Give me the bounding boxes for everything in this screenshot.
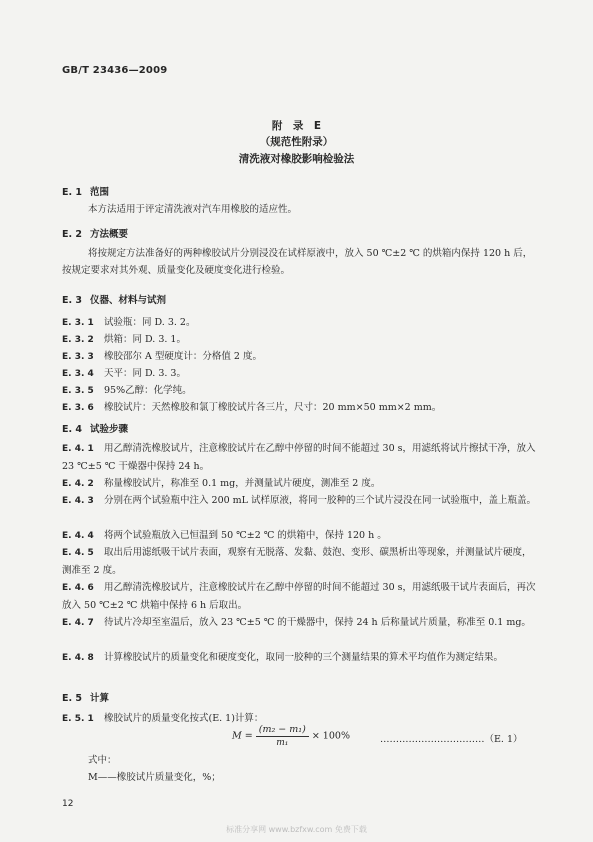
section-heading-e4 (62, 421, 128, 435)
annex-title: 清洗液对橡胶影响检验法 (238, 153, 355, 165)
section-title: 试验步骤 (90, 424, 129, 435)
item-text: 用乙醇清洗橡胶试片，注意橡胶试片在乙醇中停留的时间不能超过 30 s，用滤纸吸干试片表面后，再次放入 50 ℃±2 ℃ 烘箱中保持 6 h 后取出。 (62, 582, 536, 611)
paragraph-method-summary: 将按规定方法准备好的两种橡胶试片分别浸没在试样原液中，放入 50 ℃±2 ℃ 的烘箱内保持 120 h 后，按规定要求对其外观、质量变化及硬度变化进行检验。 (62, 248, 533, 276)
section-number: E. 2 (62, 229, 83, 240)
item-text: 烘箱：同 D. 3. 1。 (104, 334, 186, 345)
item-text: 称量橡胶试片，称准至 0.1 mg，并测量试片硬度，测准至 2 度。 (104, 478, 381, 489)
list-item (62, 649, 538, 667)
item-number: E. 4. 5 (62, 548, 94, 558)
formula-rhs: × 100% (311, 730, 350, 742)
list-item (62, 492, 538, 510)
formula-lhs: M = (232, 730, 253, 742)
section-number: E. 4 (62, 424, 83, 435)
section-heading-e3 (62, 292, 166, 306)
item-text: 橡胶试片的质量变化按式(E. 1)计算： (104, 713, 264, 724)
item-number: E. 3. 3 (62, 352, 94, 362)
item-text: 试验瓶：同 D. 3. 2。 (104, 317, 196, 328)
item-number: E. 3. 4 (62, 369, 94, 379)
paragraph-scope: 本方法适用于评定清洗液对汽车用橡胶的适应性。 (88, 204, 298, 215)
standard-number: GB/T 23436—2009 (62, 65, 168, 76)
formula-numerator: (m₂ − m₁) (256, 724, 309, 737)
item-number: E. 4. 7 (62, 618, 94, 628)
item-number: E. 4. 6 (62, 583, 94, 593)
list-item (62, 544, 538, 579)
page-number: 12 (62, 799, 74, 809)
item-text: 橡胶试片：天然橡胶和氯丁橡胶试片各三片，尺寸：20 mm×50 mm×2 mm。 (104, 402, 442, 413)
item-number: E. 3. 5 (62, 386, 94, 396)
section-heading-e5 (62, 690, 109, 704)
list-item (62, 382, 192, 396)
annex-label: 附 录 E (271, 120, 322, 132)
item-text: 取出后用滤纸吸干试片表面，观察有无脱落、发黏、鼓泡、变形、碳黑析出等现象，并测量试片硬度，测准至 2 度。 (62, 547, 532, 576)
formula-e1 (232, 724, 350, 748)
annex-type: （规范性附录） (259, 136, 334, 148)
item-number: E. 4. 1 (62, 444, 94, 454)
item-text: 天平：同 D. 3. 3。 (104, 368, 186, 379)
list-item (62, 314, 195, 328)
item-number: E. 4. 3 (62, 496, 94, 506)
formula-reference: ……………………………（E. 1） (380, 734, 523, 745)
where-label: 式中： (88, 755, 117, 766)
list-item (62, 348, 262, 362)
item-number: E. 5. 1 (62, 714, 94, 724)
section-title: 计算 (90, 693, 110, 704)
item-text: 用乙醇清洗橡胶试片，注意橡胶试片在乙醇中停留的时间不能超过 30 s，用滤纸将试片擦拭干净，放入 23 ℃±5 ℃ 干燥器中保持 24 h。 (62, 443, 536, 472)
section-title: 仪器、材料与试剂 (90, 295, 167, 306)
section-title: 方法概要 (90, 229, 129, 240)
list-item (62, 710, 263, 724)
item-number: E. 3. 2 (62, 335, 94, 345)
section-heading-e2 (62, 226, 128, 240)
formula-fraction (256, 724, 309, 748)
symbol-definition: M——橡胶试片质量变化，%； (88, 772, 221, 783)
formula-denominator: m₁ (276, 738, 289, 748)
section-number: E. 5 (62, 693, 83, 704)
section-number: E. 3 (62, 295, 83, 306)
item-text: 待试片冷却至室温后，放入 23 ℃±5 ℃ 的干燥器中，保持 24 h 后称量试片质量，称准至 0.1 mg。 (104, 617, 531, 628)
list-item (62, 399, 441, 413)
item-number: E. 4. 2 (62, 479, 94, 489)
list-item (62, 527, 538, 545)
list-item (62, 579, 538, 614)
item-number: E. 3. 1 (62, 318, 94, 328)
item-text: 将两个试验瓶放入已恒温到 50 ℃±2 ℃ 的烘箱中，保持 120 h 。 (104, 530, 387, 541)
item-number: E. 4. 4 (62, 531, 94, 541)
section-title: 范围 (90, 187, 110, 198)
item-number: E. 3. 6 (62, 403, 94, 413)
item-text: 95%乙醇：化学纯。 (104, 385, 192, 396)
item-text: 计算橡胶试片的质量变化和硬度变化，取同一胶种的三个测量结果的算术平均值作为测定结果。 (104, 652, 504, 663)
item-number: E. 4. 8 (62, 653, 94, 663)
list-item (62, 365, 186, 379)
footer-watermark: 标准分享网 www.bzfxw.com 免费下载 (226, 825, 367, 834)
item-text: 橡胶邵尔 A 型硬度计：分格值 2 度。 (104, 351, 262, 362)
section-heading-e1 (62, 184, 109, 198)
item-text: 分别在两个试验瓶中注入 200 mL 试样原液，将同一胶种的三个试片浸没在同一试验瓶中，盖上瓶盖。 (104, 495, 537, 506)
section-number: E. 1 (62, 187, 83, 198)
list-item (62, 440, 538, 475)
list-item (62, 475, 538, 493)
list-item (62, 331, 186, 345)
list-item (62, 614, 538, 632)
